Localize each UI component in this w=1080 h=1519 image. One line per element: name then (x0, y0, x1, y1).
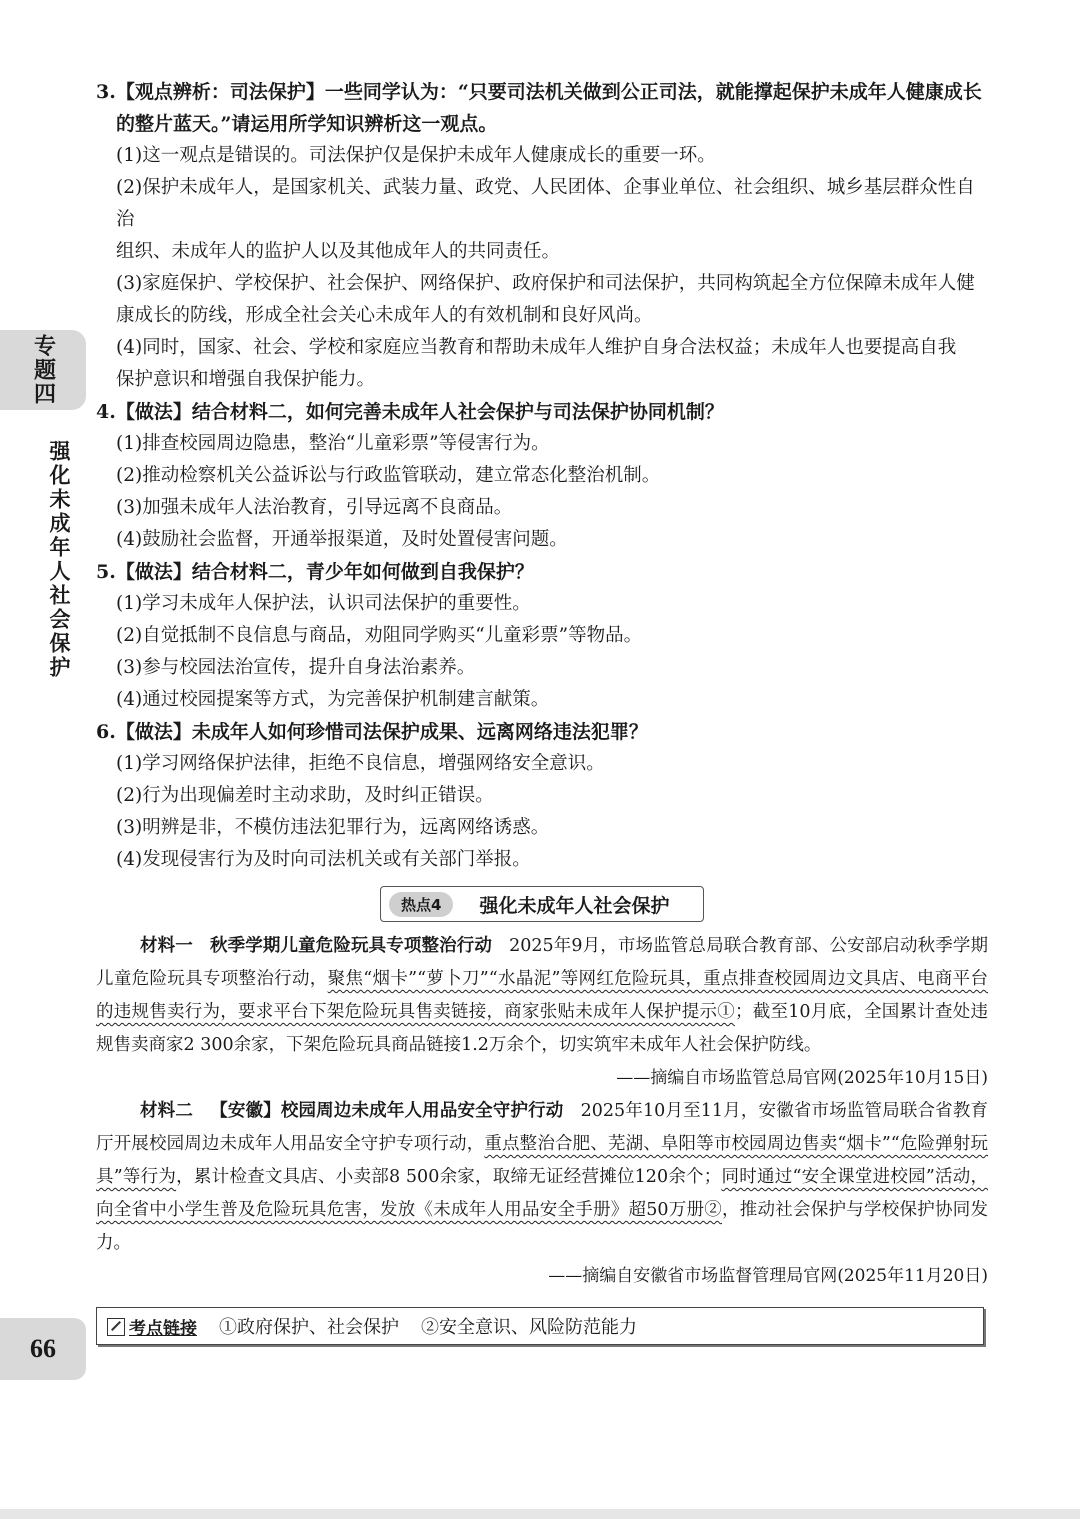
material-source: ——摘编自市场监管总局官网(2025年10月15日) (616, 1068, 988, 1088)
answer-line: (4)发现侵害行为及时向司法机关或有关部门举报。 (116, 849, 531, 870)
question-text: 未成年人如何珍惜司法保护成果、远离网络违法犯罪？ (191, 721, 648, 743)
question-stem (96, 76, 988, 140)
material-text: 2025年10月至11月，安徽省市场监管局联合省教育厅开展校园周边未成年人用品安全守护专项行动， (96, 1101, 988, 1154)
answer-line-cont: 康成长的防线，形成全社会关心未成年人的有效机制和良好风尚。 (116, 305, 653, 326)
question-text: 一些同学认为：“只要司法机关做到公正司法，就能撑起保护未成年人健康成长 (324, 81, 982, 103)
link-item-2: ②安全意识、风险防范能力 (421, 1317, 637, 1338)
exam-point-links (96, 1307, 984, 1345)
answer-line-cont: 保护意识和增强自我保护能力。 (116, 369, 376, 390)
answer-line: (4)同时，国家、社会、学校和家庭应当教育和帮助未成年人维护自身合法权益；未成年人也要提高自我 (116, 337, 957, 358)
answer-item (96, 748, 988, 780)
answer-item (96, 428, 988, 460)
material-text: ；截至10月底，全国累计查处违规售卖商家2 300余家，下架危险玩具商品链接1.2万余个，切实筑牢未成年人社会保护防线。 (96, 1002, 988, 1055)
chapter-title: 强化未成年人社会保护 (47, 440, 71, 680)
question-number: 6. (96, 721, 116, 743)
answer-item (96, 652, 988, 684)
answer-item (96, 812, 988, 844)
material-underlined-text: 同时通过“安全课堂进校园”活动，向全省中小学生普及危险玩具危害，发放《未成年人用品安全手册》超50万册② (96, 1167, 988, 1220)
material-title: 【安徽】校园周边未成年人用品安全守护行动 (210, 1101, 564, 1121)
answer-item (96, 780, 988, 812)
question-text: 结合材料二，如何完善未成年人社会保护与司法保护协同机制？ (191, 401, 724, 423)
question-stem (96, 716, 988, 748)
material-title: 秋季学期儿童危险玩具专项整治行动 (209, 936, 493, 956)
links-label: 考点链接 (129, 1318, 197, 1339)
question-stem (96, 556, 988, 588)
answer-item (96, 588, 988, 620)
question-tag: 【做法】 (115, 401, 192, 423)
question-text-cont: 的整片蓝天。”请运用所学知识辨析这一观点。 (116, 113, 498, 135)
answer-line: (2)保护未成年人，是国家机关、武装力量、政党、人民团体、企事业单位、社会组织、城乡基层群众性自治 (116, 177, 975, 230)
chapter-tab (0, 330, 86, 410)
answer-line: (4)通过校园提案等方式，为完善保护机制建言献策。 (116, 689, 550, 710)
question-number: 5. (96, 561, 116, 583)
question-5 (96, 556, 988, 716)
answer-line: (1)这一观点是错误的。司法保护仅是保护未成年人健康成长的重要一环。 (116, 145, 716, 166)
material-label: 材料一 (140, 936, 193, 956)
answer-item (96, 172, 988, 268)
material-1 (96, 930, 988, 1062)
question-4 (96, 396, 988, 556)
question-number: 4. (96, 401, 116, 423)
hotspot-title: 强化未成年人社会保护 (479, 894, 670, 917)
hotspot-badge: 热点4 (389, 892, 453, 917)
answer-line: (4)鼓励社会监督，开通举报渠道，及时处置侵害问题。 (116, 529, 568, 550)
answer-item (96, 268, 988, 332)
page-number: 66 (0, 1318, 86, 1380)
answer-item (96, 524, 988, 556)
answer-line: (2)推动检察机关公益诉讼与行政监管联动，建立常态化整治机制。 (116, 465, 661, 486)
answer-item (96, 844, 988, 876)
answer-item (96, 460, 988, 492)
answer-line: (3)明辨是非，不模仿违法犯罪行为，远离网络诱惑。 (116, 817, 550, 838)
question-tag: 【观点辨析：司法保护】 (115, 81, 325, 103)
question-number: 3. (96, 81, 116, 103)
answer-item (96, 492, 988, 524)
chapter-label: 专题四 (30, 334, 56, 406)
material-2 (96, 1095, 988, 1260)
answer-line: (2)行为出现偏差时主动求助，及时纠正错误。 (116, 785, 494, 806)
answer-item (96, 684, 988, 716)
answer-item (96, 140, 988, 172)
material-text: 2025年9月，市场监管总局联合教育部、公安部启动秋季学期儿童危险玩具专项整治行动， (96, 936, 988, 989)
answer-line: (1)学习未成年人保护法，认识司法保护的重要性。 (116, 593, 531, 614)
material-text: ，累计检查文具店、小卖部8 500余家，取缔无证经营摊位120余个； (176, 1167, 722, 1187)
bottom-band (0, 1509, 1080, 1519)
question-3 (96, 76, 988, 396)
answer-line: (3)加强未成年人法治教育，引导远离不良商品。 (116, 497, 513, 518)
answer-line-cont: 组织、未成年人的监护人以及其他成年人的共同责任。 (116, 241, 561, 262)
material-underlined-text: 聚焦“烟卡”“萝卜刀”“水晶泥”等网红危险玩具，重点排查校园周边文具店、电商平台的违规售卖行为，要求平台下架危险玩具售卖链接，商家张贴未成年人保护提示① (96, 969, 989, 1022)
question-6 (96, 716, 988, 876)
links-label-wrap (107, 1314, 197, 1339)
page-content (96, 76, 988, 1345)
material-text: ，推动社会保护与学校保护协同发力。 (96, 1200, 989, 1253)
answer-item (96, 620, 988, 652)
material-underlined-text: 重点整治合肥、芜湖、阜阳等市校园周边售卖“烟卡”“危险弹射玩具”等行为 (96, 1134, 989, 1187)
pencil-icon (107, 1318, 125, 1336)
material-source: ——摘编自安徽省市场监督管理局官网(2025年11月20日) (548, 1266, 988, 1286)
question-text: 结合材料二，青少年如何做到自我保护？ (191, 561, 534, 583)
answer-line: (1)学习网络保护法律，拒绝不良信息，增强网络安全意识。 (116, 753, 605, 774)
answer-line: (2)自觉抵制不良信息与商品，劝阻同学购买“儿童彩票”等物品。 (116, 625, 643, 646)
material-label: 材料二 (140, 1101, 193, 1121)
answer-line: (3)家庭保护、学校保护、社会保护、网络保护、政府保护和司法保护，共同构筑起全方位保障未成年人健 (116, 273, 975, 294)
hotspot-header (380, 886, 704, 922)
answer-item (96, 332, 988, 396)
question-tag: 【做法】 (115, 561, 192, 583)
question-tag: 【做法】 (115, 721, 192, 743)
answer-line: (1)排查校园周边隐患，整治“儿童彩票”等侵害行为。 (116, 433, 550, 454)
link-item-1: ①政府保护、社会保护 (219, 1317, 399, 1338)
answer-line: (3)参与校园法治宣传，提升自身法治素养。 (116, 657, 476, 678)
question-stem (96, 396, 988, 428)
